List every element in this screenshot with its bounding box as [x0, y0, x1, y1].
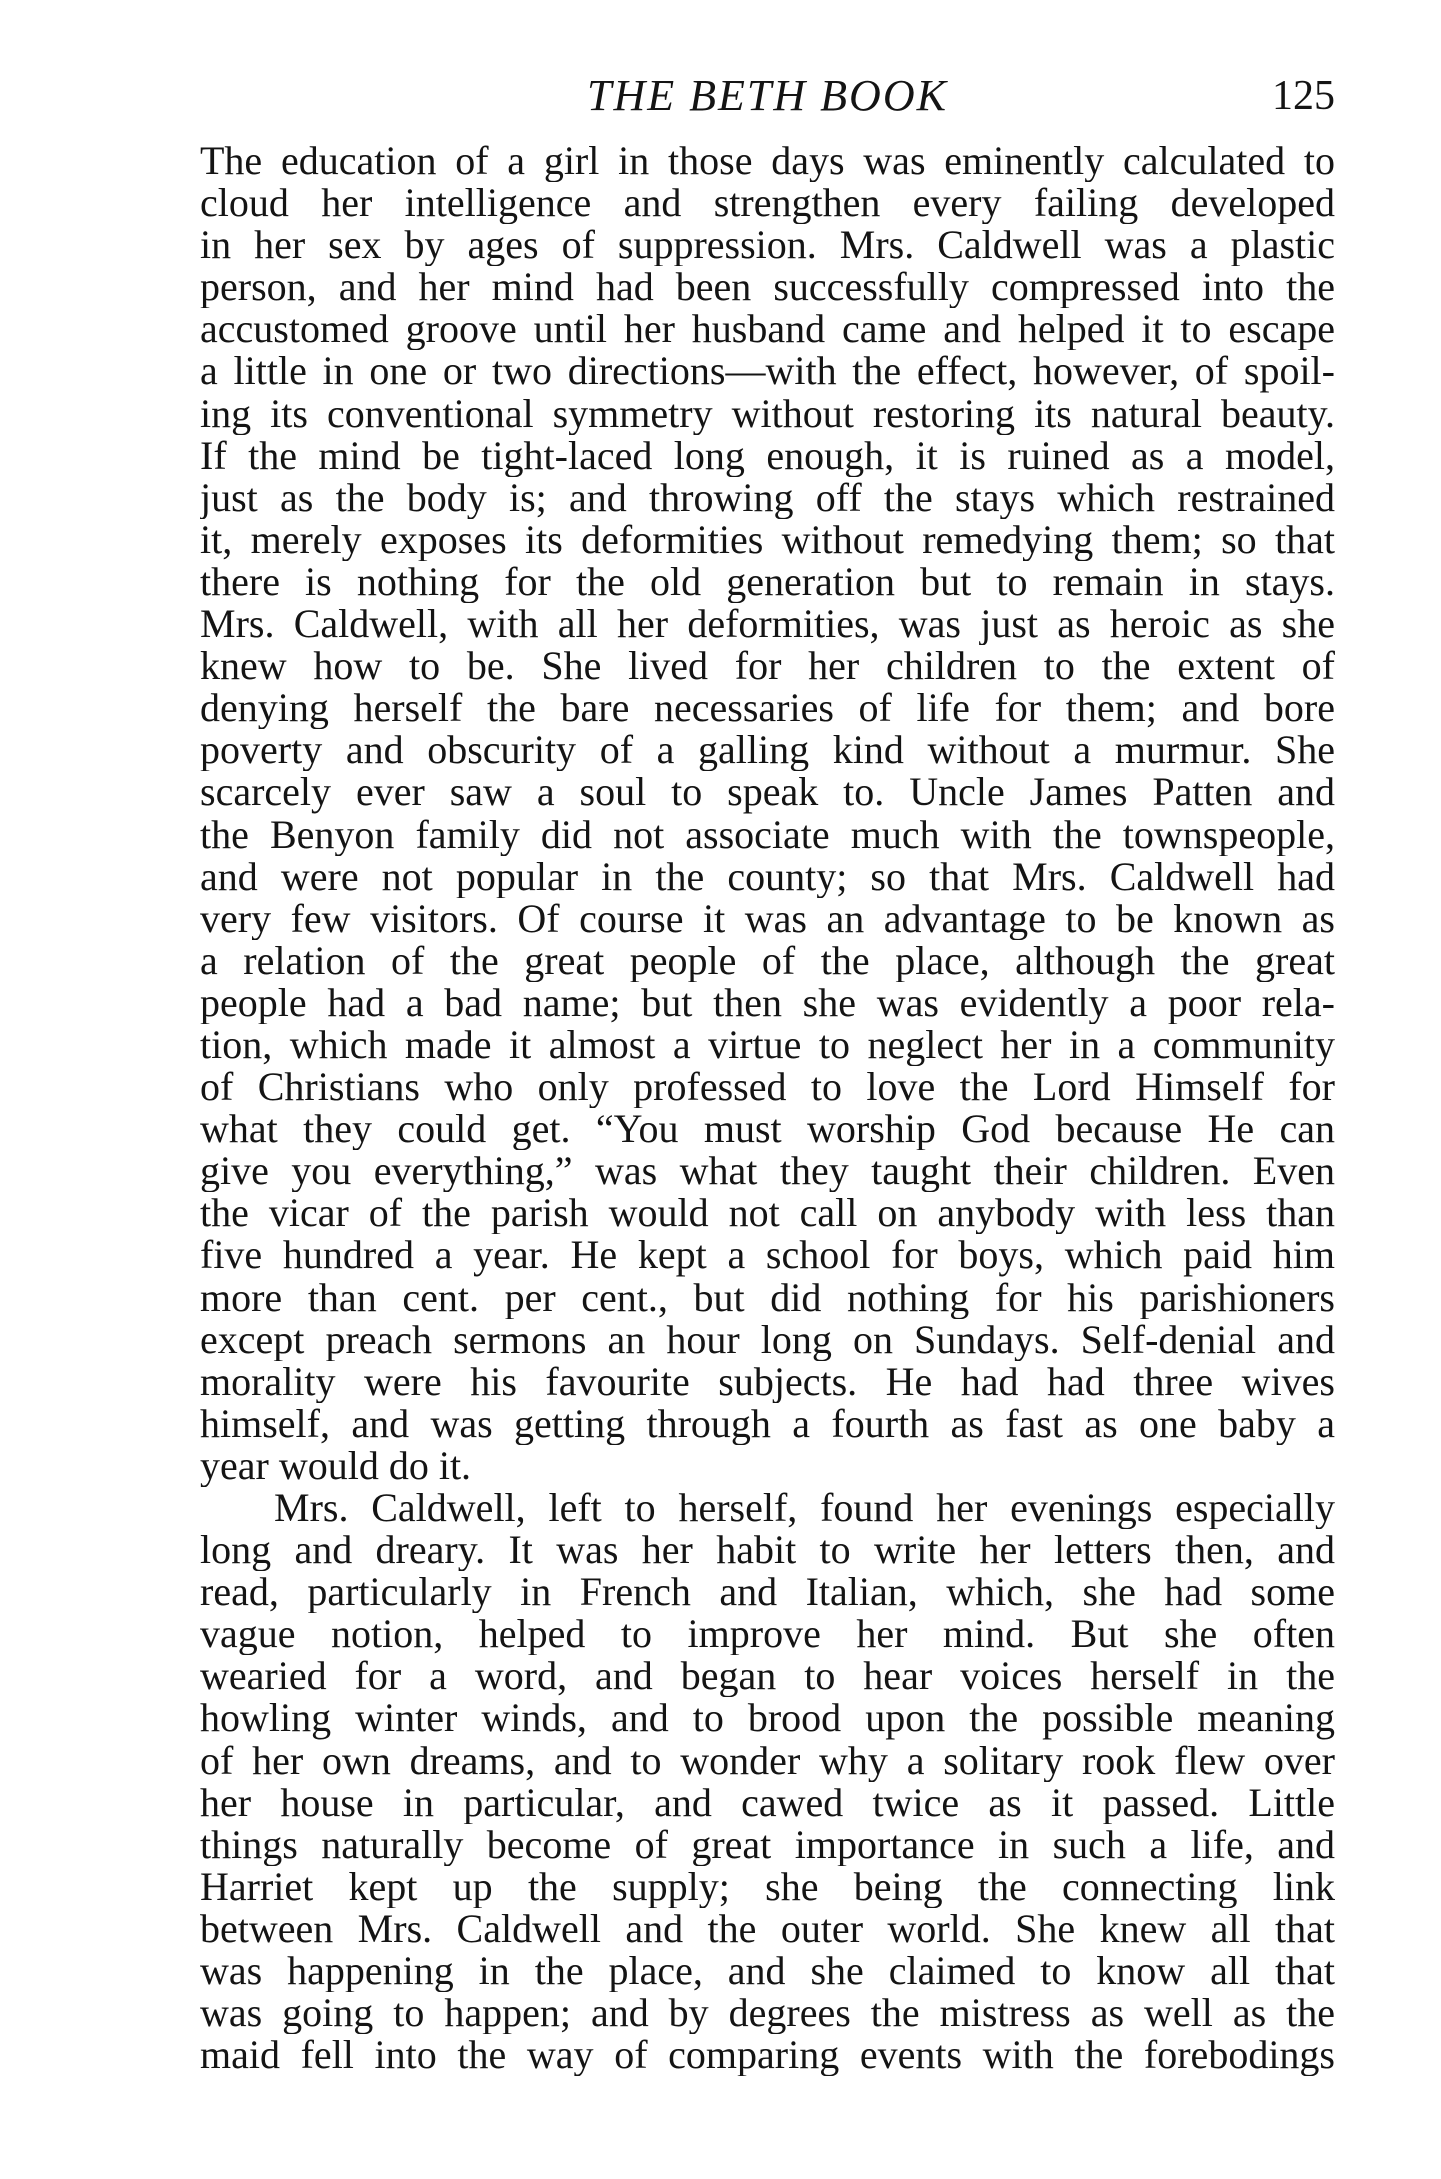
running-header [200, 66, 1335, 126]
text-line: poverty and obscurity of a galling kind without a murmur. She [200, 729, 1335, 772]
text-line: the Benyon family did not associate much with the townspeople, [200, 813, 1335, 856]
text-line: was happening in the place, and she claimed to know all that [200, 1950, 1335, 1993]
text-line: was going to happen; and by degrees the mistress as well as the [200, 1992, 1335, 2035]
text-line: things naturally become of great importance in such a life, and [200, 1823, 1335, 1866]
text-line: more than cent. per cent., but did nothing for his parishioners [200, 1276, 1335, 1319]
text-line: accustomed groove until her husband came and helped it to escape [200, 308, 1335, 351]
text-line: of her own dreams, and to wonder why a solitary rook flew over [200, 1739, 1335, 1782]
text-line: between Mrs. Caldwell and the outer world. She knew all that [200, 1907, 1335, 1951]
text-line: read, particularly in French and Italian, which, she had some [200, 1571, 1335, 1614]
text-line: ing its conventional symmetry without restoring its natural beauty. [200, 392, 1335, 435]
paragraph [200, 1487, 1335, 2076]
text-line: himself, and was getting through a fourth as fast as one baby a [200, 1402, 1335, 1445]
text-line: knew how to be. She lived for her children to the extent of [200, 645, 1335, 688]
text-line: person, and her mind had been successfully compressed into the [200, 266, 1335, 309]
text-line: cloud her intelligence and strengthen every failing developed [200, 182, 1335, 225]
text-line: tion, which made it almost a virtue to neglect her in a community [200, 1023, 1335, 1067]
text-line: give you everything,” was what they taught their children. Even [200, 1150, 1335, 1193]
text-line: wearied for a word, and began to hear voices herself in the [200, 1655, 1335, 1698]
text-line: a relation of the great people of the place, although the great [200, 939, 1335, 982]
text-line: long and dreary. It was her habit to write her letters then, and [200, 1529, 1335, 1572]
text-line: howling winter winds, and to brood upon the possible meaning [200, 1697, 1335, 1740]
paragraph [200, 140, 1335, 1487]
text-line: Harriet kept up the supply; she being the connecting link [200, 1865, 1335, 1908]
text-line: except preach sermons an hour long on Sundays. Self-denial and [200, 1318, 1335, 1361]
text-line: what they could get. “You must worship God because He can [200, 1108, 1335, 1151]
text-line: her house in particular, and cawed twice as it passed. Little [200, 1781, 1335, 1824]
text-line: denying herself the bare necessaries of life for them; and bore [200, 687, 1335, 730]
text-line: Mrs. Caldwell, left to herself, found her evenings especially [274, 1487, 1335, 1530]
running-title: THE BETH BOOK [587, 71, 948, 120]
text-line: The education of a girl in those days was eminently calculated to [200, 140, 1335, 183]
text-line: If the mind be tight-laced long enough, it is ruined as a model, [200, 434, 1335, 477]
body-text [200, 140, 1335, 2076]
text-line: morality were his favourite subjects. He had had three wives [200, 1360, 1335, 1403]
text-line: five hundred a year. He kept a school for boys, which paid him [200, 1234, 1335, 1277]
text-line: a little in one or two directions—with the effect, however, of spoil- [200, 350, 1335, 393]
text-line: year would do it. [200, 1444, 472, 1487]
page-number: 125 [1272, 73, 1335, 119]
text-line: the vicar of the parish would not call on anybody with less than [200, 1192, 1335, 1235]
text-line: just as the body is; and throwing off the stays which restrained [200, 476, 1335, 519]
text-line: and were not popular in the county; so that Mrs. Caldwell had [200, 855, 1335, 898]
text-line: of Christians who only professed to love the Lord Himself for [200, 1066, 1335, 1109]
text-line: there is nothing for the old generation but to remain in stays. [200, 560, 1335, 604]
text-line: in her sex by ages of suppression. Mrs. Caldwell was a plastic [200, 224, 1335, 267]
text-line: scarcely ever saw a soul to speak to. Uncle James Patten and [200, 771, 1335, 814]
text-line: vague notion, helped to improve her mind. But she often [200, 1613, 1335, 1656]
text-line: Mrs. Caldwell, with all her deformities, was just as heroic as she [200, 603, 1335, 646]
text-line: very few visitors. Of course it was an advantage to be known as [200, 897, 1335, 940]
text-line: maid fell into the way of comparing events with the forebodings [200, 2034, 1335, 2077]
text-line: it, merely exposes its deformities without remedying them; so that [200, 518, 1335, 561]
text-line: people had a bad name; but then she was evidently a poor rela- [200, 981, 1335, 1024]
